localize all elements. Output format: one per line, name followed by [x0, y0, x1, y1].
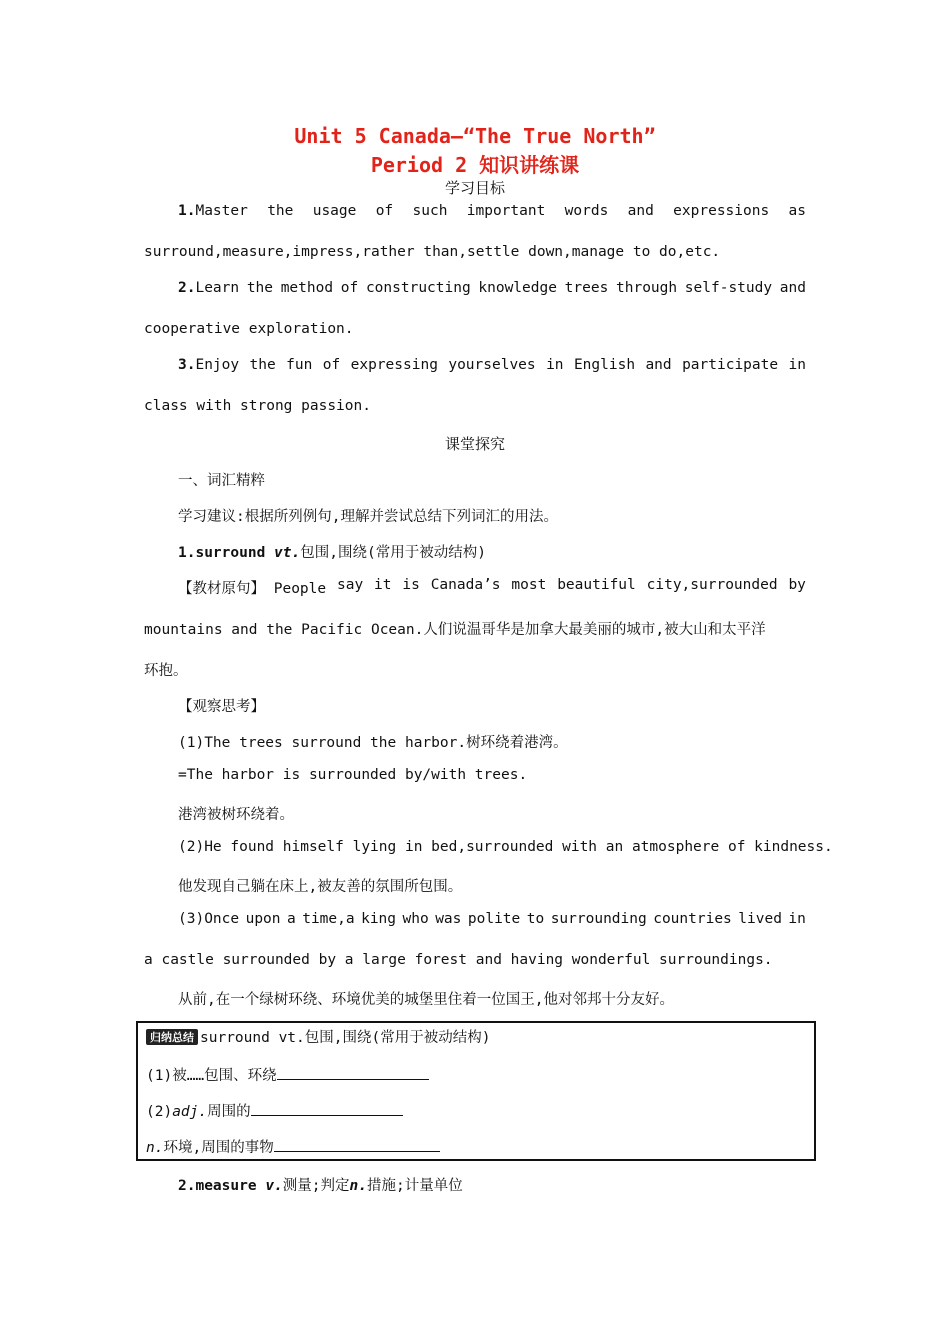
objective-3-line1: 3.Enjoy the fun of expressing yourselves in English and participate in: [178, 357, 806, 373]
example-1-translation: 港湾被树环绕着。: [178, 807, 294, 823]
answer-blank[interactable]: [274, 1137, 440, 1152]
summary-row-2: (2)adj.周围的: [146, 1100, 403, 1121]
summary-row-3: n.环境,周围的事物: [146, 1136, 440, 1157]
example-3-line2: a castle surrounded by a large forest and having wonderful surroundings.: [144, 952, 773, 968]
summary-badge: 归纳总结: [146, 1029, 198, 1045]
objective-1-line2: surround,measure,impress,rather than,settle down,manage to do,etc.: [144, 244, 721, 260]
example-2-translation: 他发现自己躺在床上,被友善的氛围所包围。: [178, 879, 463, 895]
study-advice: 学习建议:根据所列例句,理解并尝试总结下列词汇的用法。: [178, 509, 558, 525]
example-1: (1)The trees surround the harbor.树环绕着港湾。: [178, 735, 568, 751]
objectives-heading: 学习目标: [444, 179, 505, 197]
objective-3-line2: class with strong passion.: [144, 398, 371, 414]
section-heading: 课堂探究: [444, 435, 505, 453]
objective-number: 1.: [178, 203, 196, 219]
objective-number: 2.: [178, 280, 196, 296]
summary-box: [136, 1021, 816, 1161]
period-title: Period 2 知识讲练课: [370, 153, 580, 177]
textbook-sentence-line3: 环抱。: [144, 663, 188, 679]
textbook-sentence-line1: 【教材原句】 People say it is Canada’s most beautiful city,surrounded by: [178, 577, 806, 597]
unit-title: Unit 5 Canada—“The True North”: [294, 124, 656, 148]
example-3-line1: (3)Once upon a time,a king who was polite to surrounding countries lived in: [178, 911, 806, 927]
answer-blank[interactable]: [251, 1101, 403, 1116]
example-1-passive: =The harbor is surrounded by/with trees.: [178, 767, 528, 783]
objective-2-line1: 2.Learn the method of constructing knowledge trees through self-study and: [178, 280, 806, 296]
summary-row-1: (1)被……包围、环绕: [146, 1064, 429, 1085]
word-2-entry: 2.measure v.测量;判定n.措施;计量单位: [178, 1178, 463, 1194]
textbook-sentence-line2: mountains and the Pacific Ocean.人们说温哥华是加拿大最美丽的城市,被大山和太平洋: [144, 622, 766, 638]
objective-2-line2: cooperative exploration.: [144, 321, 354, 337]
word-2-headword: measure: [195, 1178, 257, 1194]
objective-1-line1: 1.Master the usage of such important words and expressions as: [178, 203, 806, 219]
summary-header: 归纳总结 surround vt.包围,围绕(常用于被动结构): [146, 1026, 490, 1047]
word-1-entry: 1.surround vt.包围,围绕(常用于被动结构): [178, 545, 486, 561]
textbook-label: 【教材原句】: [178, 581, 265, 597]
example-2: (2)He found himself lying in bed,surrounded with an atmosphere of kindness.: [178, 839, 833, 855]
objective-number: 3.: [178, 357, 196, 373]
part-heading: 一、词汇精粹: [178, 473, 265, 489]
example-3-translation: 从前,在一个绿树环绕、环境优美的城堡里住着一位国王,他对邻邦十分友好。: [178, 992, 674, 1008]
answer-blank[interactable]: [277, 1065, 429, 1080]
word-1-headword: surround: [195, 545, 266, 561]
observe-label: 【观察思考】: [178, 699, 265, 715]
